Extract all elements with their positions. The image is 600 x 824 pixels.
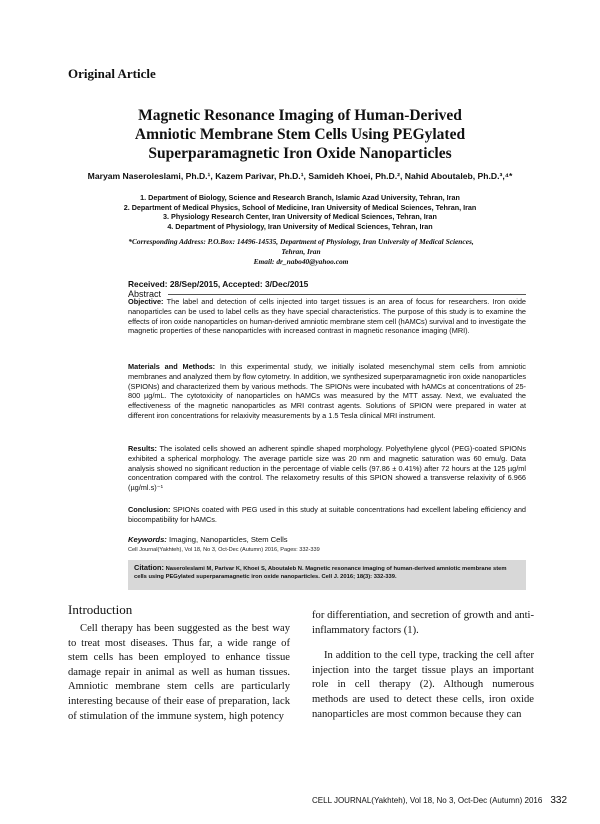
- corresponding-line: Tehran, Iran: [281, 246, 321, 256]
- conclusion-label: Conclusion:: [128, 505, 171, 514]
- abstract-methods: [128, 362, 526, 421]
- results-text: The isolated cells showed an adherent spindle shaped morphology. Polyethylene glycol (PEG)-coated SPIONs exhibited a spherical morphology. The average particle size was 20 nm and magnetic saturation was 60 emu/g. Data analysis showed no significant reduction in the percentage of viable cells (97.86 ± 0.41%) after 72 hours at the 125 µg/ml concentration compared with the control. The relaxometry results of this SPION showed a transverse relaxivity of 6.966 (µg/ml.s)⁻¹: [128, 444, 526, 493]
- citation-label: Citation:: [134, 563, 164, 572]
- abstract-conclusion: [128, 505, 526, 525]
- body-paragraph: In addition to the cell type, tracking the cell after injection into the target tissue plays an important role in cell therapy (2). Although numerous methods are used to detect these cells, iron oxide nanoparticles are most common because they can: [312, 650, 534, 720]
- page-number: 332: [550, 795, 568, 806]
- affiliations: [68, 193, 532, 231]
- received-accepted-dates: Received: 28/Sep/2015, Accepted: 3/Dec/2015: [128, 279, 309, 289]
- abstract-objective: [128, 297, 526, 336]
- footer-journal: CELL JOURNAL(Yakhteh), Vol 18, No 3, Oct-Dec (Autumn) 2016: [312, 796, 543, 805]
- citation-text: Naseroleslami M, Parivar K, Khoei S, Aboutaleb N. Magnetic resonance imaging of human-derived amniotic membrane stem cells using PEGylated superparamagnetic iron oxide nanoparticles. Cell J. 2016; 18(3): 332-339.: [134, 566, 507, 580]
- body-column-left: [68, 622, 290, 724]
- body-paragraph: for differentiation, and secretion of growth and anti-inflammatory factors (1).: [312, 610, 534, 636]
- corresponding-address: [78, 237, 524, 266]
- title-line: Magnetic Resonance Imaging of Human-Derived: [138, 107, 462, 124]
- results-label: Results:: [128, 444, 157, 453]
- methods-text: In this experimental study, we initially isolated mesenchymal stem cells from amniotic membranes and analyzed them by flow cytometry. In addition, we synthesized superparamagnetic iron oxide nanoparticles (SPIONs) and characterized them by various methods. The SPIONs were incubated with hAMCs at concentrations of 25-800 µg/mL. The cytotoxicity of nanoparticles on hAMCs was measured by the MTT assay. Next, we evaluated the effectiveness of the magnetic nanoparticles as MRI contrast agents. Solutions of SPION were prepared in water at different iron concentrations for relaxivity measurements by a 1.5 Tesla clinical MRI instrument.: [128, 362, 526, 420]
- corresponding-line: *Corresponding Address: P.O.Box: 14496-14535, Department of Physiology, Iran University of Medical Sciences,: [128, 237, 474, 246]
- journal-reference: Cell Journal(Yakhteh), Vol 18, No 3, Oct-Dec (Autumn) 2016, Pages: 332-339: [128, 547, 320, 553]
- keywords: [128, 535, 288, 544]
- body-paragraph: Cell therapy has been suggested as the best way to treat most diseases. Thus far, a wide range of stem cells has been employed to enhance tissue damage repair in animal as well as human tissues. Amniotic membrane stem cells are particularly interesting because of their ease of preparation, lack of stimulation of the immune system, high potency: [68, 623, 290, 722]
- objective-text: The label and detection of cells injected into target tissues is an area of focus for researchers. Iron oxide nanoparticles can be used to label cells as they have special characteristics. The purpose of this study is to examine the effects of iron oxide nanoparticles on human-derived amniotic membrane stem cell (hAMCs) survival and to investigate the magnetic properties of these nanoparticles with increased contrast in magnetic resonance imaging (MRI).: [128, 297, 526, 336]
- citation-box: [128, 560, 526, 590]
- author-list: Maryam Naseroleslami, Ph.D.¹, Kazem Parivar, Ph.D.¹, Samideh Khoei, Ph.D.², Nahid Aboutaleb, Ph.D.³,⁴*: [87, 171, 513, 181]
- abstract-heading: Abstract: [128, 289, 162, 299]
- title-line: Superparamagnetic Iron Oxide Nanoparticles: [148, 145, 452, 162]
- affiliation: 1. Department of Biology, Science and Research Branch, Islamic Azad University, Tehran, Iran: [140, 193, 460, 202]
- corresponding-email: Email: dr_nabo40@yahoo.com: [253, 256, 349, 266]
- abstract-divider: [168, 294, 526, 295]
- article-title: [68, 106, 532, 163]
- keywords-text: Imaging, Nanoparticles, Stem Cells: [168, 535, 288, 544]
- body-column-right: [312, 609, 534, 722]
- affiliation: 4. Department of Physiology, Iran University of Medical Sciences, Tehran, Iran: [167, 221, 433, 231]
- title-line: Amniotic Membrane Stem Cells Using PEGylated: [134, 126, 466, 143]
- objective-label: Objective:: [128, 297, 164, 306]
- abstract-results: [128, 444, 526, 493]
- methods-label: Materials and Methods:: [128, 362, 216, 371]
- conclusion-text: SPIONs coated with PEG used in this study at suitable concentrations had excellent labeling efficiency and biocompatibility for hAMCs.: [128, 505, 526, 524]
- page-footer: [312, 795, 567, 806]
- introduction-heading: Introduction: [68, 602, 133, 617]
- affiliation: 3. Physiology Research Center, Iran University of Medical Sciences, Tehran, Iran: [163, 212, 437, 222]
- keywords-label: Keywords:: [128, 535, 167, 544]
- affiliation: 2. Department of Medical Physics, School of Medicine, Iran University of Medical Sciences, Tehran, Iran: [123, 202, 477, 212]
- article-type: Original Article: [68, 66, 156, 81]
